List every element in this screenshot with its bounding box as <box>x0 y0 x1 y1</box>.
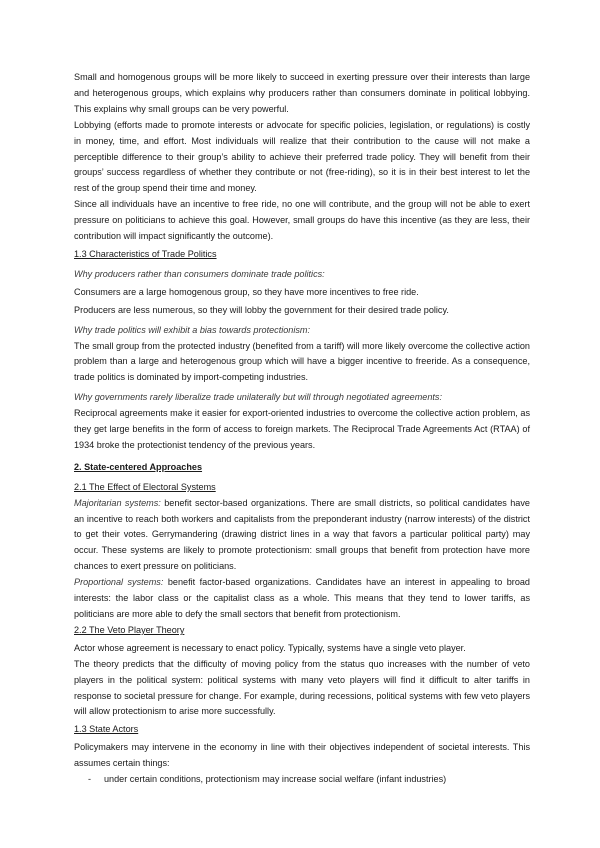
intro-paragraph-3: Since all individuals have an incentive to free ride, no one will contribute, and the group will not be able to exert pressure on politicians to achieve this goal. However, small groups do have this incentive (as they are less, their contribution will impact significantly the outcome). <box>74 199 530 242</box>
producers-line: Producers are less numerous, so they will lobby the government for their desired trade policy. <box>74 304 449 315</box>
document-page <box>74 70 530 788</box>
proportional-term: Proportional systems: <box>74 577 164 588</box>
heading-veto-player-theory: 2.2 The Veto Player Theory <box>74 624 185 635</box>
heading-state-actors: 1.3 State Actors <box>74 724 139 735</box>
consumers-line: Consumers are a large homogenous group, so they have more incentives to free ride. <box>74 286 419 297</box>
heading-state-centered-approaches: 2. State-centered Approaches <box>74 461 203 472</box>
state-actors-paragraph: Policymakers may intervene in the economy in line with their objectives independent of societal interests. This assumes certain things: <box>74 742 530 769</box>
bullet-dash: - <box>88 774 92 785</box>
proportional-paragraph <box>74 575 530 623</box>
veto-paragraph-1: Actor whose agreement is necessary to enact policy. Typically, systems have a single veto player. <box>74 642 466 653</box>
majoritarian-paragraph <box>74 496 530 576</box>
majoritarian-text: benefit sector-based organizations. There are small districts, so political candidates have an incentive to reach both workers and capitalists from the preponderant industry (narrow interests) of the district to get their votes. Gerrymandering (drawing district lines in a way that favors a particular political party) may occur. These systems are likely to promote protectionism: small groups that benefit from protection have more chances to exert pressure on politicians. <box>74 497 530 572</box>
list-item <box>74 772 530 788</box>
heading-electoral-systems: 2.1 The Effect of Electoral Systems <box>74 481 216 492</box>
list-item-text: under certain conditions, protectionism may increase social welfare (infant industries) <box>104 774 447 785</box>
question-producers-dominate: Why producers rather than consumers dominate trade politics: <box>74 268 325 279</box>
protectionism-bias-paragraph: The small group from the protected industry (benefited from a tariff) will more likely overcome the collective action problem than a large and heterogenous group which will have a bigger incentive to freeride. As a consequence, trade politics is dominated by import-competing industries. <box>74 340 530 383</box>
question-negotiated-agreements: Why governments rarely liberalize trade unilaterally but will through negotiated agreements: <box>74 392 442 403</box>
negotiated-agreements-paragraph: Reciprocal agreements make it easier for export-oriented industries to overcome the collective action problem, as they get large benefits in the form of access to foreign markets. The Reciprocal Trade Agreements Act (RTAA) of 1934 broke the protectionist tendency of the previous years. <box>74 408 530 450</box>
veto-paragraph-2: The theory predicts that the difficulty of moving policy from the status quo increases with the number of veto players in the political system: political systems with many veto players will find it difficult to alter tariffs in response to societal pressure for change. For example, during recessions, political systems with few veto players will allow protectionism to arise more successfully. <box>74 658 530 717</box>
proportional-text: benefit factor-based organizations. Candidates have an interest in appealing to broad interests: the labor class or the capitalist class as a whole. This means that they tend to lower tariffs, as politicians are more able to defy the small sectors that benefit from protectionism. <box>74 577 530 619</box>
intro-paragraph-2: Lobbying (efforts made to promote interests or advocate for specific policies, legislation, or regulations) is costly in money, time, and effort. Most individuals will realize that their contribution to the cause will not make a perceptible difference to their group’s ability to achieve their preferred trade policy. They will benefit from their groups’ success regardless of whether they contribute or not (free-riding), so it is in their best interest to let the rest of the group spend their time and money. <box>74 119 530 194</box>
majoritarian-term: Majoritarian systems: <box>74 497 161 508</box>
heading-characteristics-of-trade-politics: 1.3 Characteristics of Trade Politics <box>74 248 217 259</box>
question-protectionism-bias: Why trade politics will exhibit a bias towards protectionism: <box>74 324 311 335</box>
intro-paragraph-1: Small and homogenous groups will be more likely to succeed in exerting pressure over their interests than large and heterogenous groups, which explains why producers rather than consumers dominate in political lobbying. This explains why small groups can be very powerful. <box>74 72 530 114</box>
